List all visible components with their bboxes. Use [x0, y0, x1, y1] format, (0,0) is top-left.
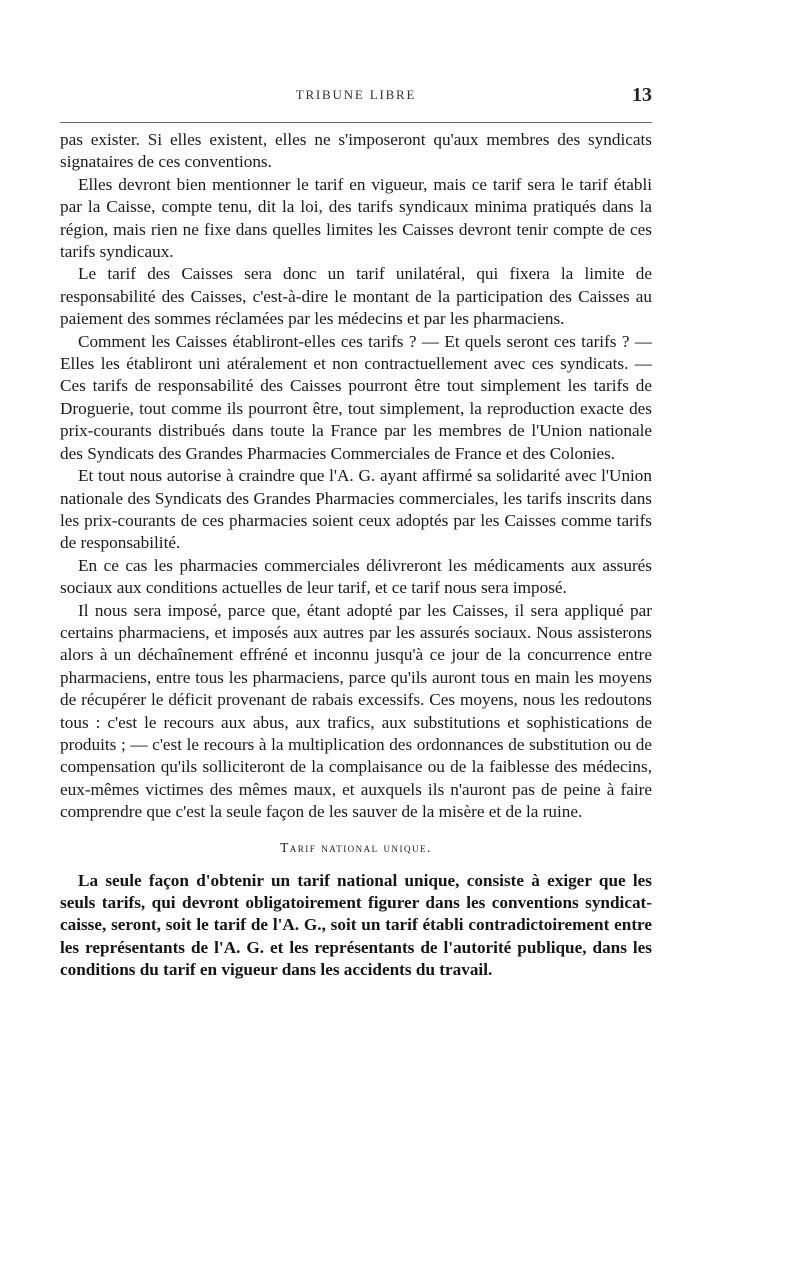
- section-heading: Tarif national unique.: [280, 839, 432, 855]
- paragraph-2: Elles devront bien mentionner le tarif en vigueur, mais ce tarif sera le tarif établi par la Caisse, compte tenu, dit la loi, des tarifs syndicaux minima pratiqués dans la région, mais rien ne fixe dans quelles limites les Caisses devront tenir compte de ces tarifs syndicaux.: [60, 174, 652, 262]
- header-rule: [60, 122, 652, 123]
- running-title: TRIBUNE LIBRE: [295, 87, 417, 102]
- body-text: [60, 129, 652, 982]
- paragraph-final: La seule façon d'obtenir un tarif national unique, consiste à exiger que les seuls tarifs, qui devront obligatoirement figurer dans les conventions syndicat-caisse, seront, soit le tarif de l'A. G., soit un tarif établi contradictoirement entre les représentants de l'A. G. et les représentants de l'autorité publique, dans les conditions du tarif en vigueur dans les accidents du travail.: [60, 870, 652, 980]
- paragraph-4: Comment les Caisses établiront-elles ces tarifs ? — Et quels seront ces tarifs ? — Elles les établiront uni atéralement et non contractuellement avec ces syndicats. — Ces tarifs de responsabilité des Caisses pourront être tout simplement les tarifs de Droguerie, tout comme ils pourront être, tout simplement, la reproduction exacte des prix-courants distribués dans toute la France par les membres de l'Union nationale des Syndicats des Grandes Pharmacies Commerciales de France et des Colonies.: [60, 331, 652, 463]
- paragraph-5: Et tout nous autorise à craindre que l'A. G. ayant affirmé sa solidarité avec l'Union nationale des Syndicats des Grandes Pharmacies commerciales, les tarifs inscrits dans les prix-courants de ces pharmacies soient ceux adoptés par les Caisses comme tarifs de responsabilité.: [60, 466, 652, 553]
- paragraph-1: pas exister. Si elles existent, elles ne s'imposeront qu'aux membres des syndicats signataires de ces conventions.: [60, 130, 652, 172]
- paragraph-3: Le tarif des Caisses sera donc un tarif unilatéral, qui fixera la limite de responsabilité des Caisses, c'est-à-dire le montant de la participation des Caisses au paiement des sommes réclamées par les médecins et par les pharmaciens.: [60, 264, 652, 329]
- page-number: 13: [632, 84, 652, 106]
- paragraph-7: Il nous sera imposé, parce que, étant adopté par les Caisses, il sera appliqué par certains pharmaciens, et imposés aux autres par les assurés sociaux. Nous assisterons alors à un déchaînement effréné et inconnu jusqu'à ce jour de la concurrence entre pharmaciens, entre tous les pharmaciens, parce qu'ils auront tous en main les moyens de récupérer le déficit provenant de rabais excessifs. Ces moyens, nous les redoutons tous : c'est le recours aux abus, aux trafics, aux substitutions et sophistications de produits ; — c'est le recours à la multiplication des ordonnances de substitution ou de compensation qu'ils solliciteront de la complaisance ou de la faiblesse des médecins, eux-mêmes victimes des mêmes maux, et auxquels ils n'auront pas de peine à faire comprendre que c'est la seule façon de les sauver de la misère et de la ruine.: [60, 600, 652, 822]
- paragraph-6: En ce cas les pharmacies commerciales délivreront les médicaments aux assurés sociaux aux conditions actuelles de leur tarif, et ce tarif nous sera imposé.: [60, 555, 652, 598]
- running-head: [60, 84, 652, 108]
